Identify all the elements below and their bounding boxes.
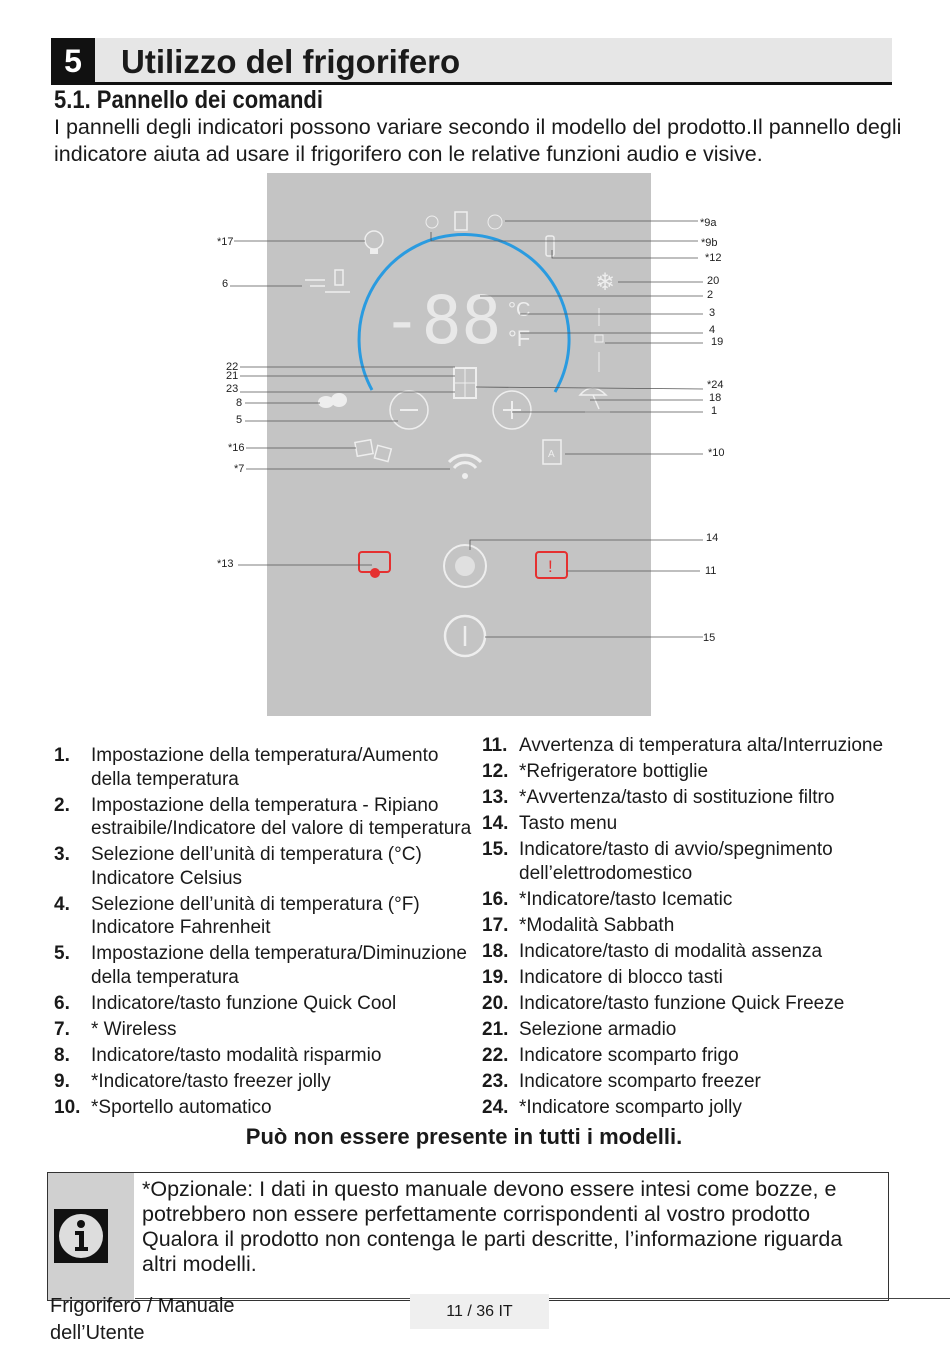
legend-item: [54, 1018, 479, 1042]
legend-item: [482, 838, 902, 885]
legend-text: Impostazione della temperatura/Aumento della temperatura: [91, 745, 439, 790]
callout-7: *7: [234, 463, 245, 475]
section-header: [51, 38, 892, 85]
legend-item: [482, 1070, 902, 1094]
legend-number: 24.: [482, 1096, 509, 1118]
legend-item: [54, 1044, 479, 1068]
callout-24: *24: [707, 379, 724, 391]
legend-text: * Wireless: [91, 1018, 177, 1040]
footer-doc-title: Frigorifero / Manuale dell’Utente: [50, 1295, 235, 1344]
callout-9a: *9a: [700, 217, 717, 229]
callout-16: *16: [228, 442, 245, 454]
legend-text: Indicatore scomparto frigo: [519, 1044, 739, 1066]
legend-item: [482, 992, 902, 1016]
legend-item: [482, 812, 902, 836]
legend-number: 8.: [54, 1044, 70, 1066]
legend-text: Selezione dell’unità di temperatura (°F) Indicatore Fahrenheit: [91, 893, 420, 938]
legend-item: [482, 940, 902, 964]
legend-text: Indicatore/tasto funzione Quick Cool: [91, 992, 397, 1014]
legend-text: Indicatore/tasto funzione Quick Freeze: [519, 992, 845, 1014]
callout-23: 23: [226, 383, 239, 395]
callout-4: 4: [709, 324, 716, 336]
legend-number: 18.: [482, 940, 509, 962]
legend-item: [482, 1044, 902, 1068]
callout-2: 2: [707, 289, 714, 301]
legend-number: 11.: [482, 735, 508, 756]
callout-12: *12: [705, 252, 722, 264]
callout-3: 3: [709, 307, 716, 319]
subsection-title: 5.1. Pannello dei comandi: [54, 86, 323, 114]
info-label: *Opzionale:: [142, 1177, 254, 1201]
legend-number: 12.: [482, 761, 509, 782]
control-panel-diagram: [200, 170, 750, 720]
models-note: Può non essere presente in tutti i modelli.: [245, 1124, 683, 1149]
legend-text: *Refrigeratore bottiglie: [519, 761, 709, 782]
legend-number: 22.: [482, 1044, 509, 1066]
legend-item: [482, 734, 902, 758]
callout-18: 18: [709, 392, 722, 404]
panel-background: [267, 173, 651, 716]
legend-number: 2.: [54, 794, 70, 816]
callout-17: *17: [217, 236, 234, 248]
callout-11: 11: [705, 565, 717, 577]
legend-number: 10.: [54, 1096, 81, 1118]
legend-text: *Indicatore scomparto jolly: [519, 1096, 742, 1118]
page-number: 11 / 36 IT: [410, 1294, 549, 1329]
legend-text: Indicatore scomparto freezer: [519, 1070, 761, 1092]
legend-right: [482, 734, 902, 1122]
legend-number: 17.: [482, 914, 509, 936]
legend-text: *Avvertenza/tasto di sostituzione filtro: [519, 787, 835, 808]
legend-item: [54, 744, 479, 791]
legend-text: *Sportello automatico: [91, 1096, 272, 1118]
legend-item: [54, 794, 479, 841]
legend-number: 16.: [482, 888, 509, 910]
legend-item: [482, 966, 902, 990]
legend-text: Selezione armadio: [519, 1018, 677, 1040]
legend-item: [54, 942, 479, 989]
legend-number: 14.: [482, 813, 509, 834]
callout-5: 5: [236, 414, 243, 426]
callout-10: *10: [708, 447, 725, 459]
legend-text: Indicatore di blocco tasti: [519, 966, 723, 988]
callout-15: 15: [703, 632, 716, 644]
legend-item: [54, 843, 479, 890]
callout-8: 8: [236, 397, 243, 409]
temperature-display: -88: [382, 282, 502, 359]
legend-number: 15.: [482, 839, 509, 860]
callout-9b: *9b: [701, 237, 718, 249]
legend-text: Avvertenza di temperatura alta/Interruzione: [519, 735, 884, 756]
svg-text:A: A: [548, 449, 555, 460]
callout-20: 20: [707, 275, 720, 287]
legend-number: 7.: [54, 1018, 70, 1040]
callout-13: *13: [217, 558, 234, 570]
legend-number: 20.: [482, 992, 509, 1014]
section-title: Utilizzo del frigorifero: [121, 43, 461, 80]
legend-item: [54, 1096, 479, 1120]
fahrenheit-indicator: °F: [508, 326, 531, 351]
callout-21: 21: [226, 370, 239, 382]
legend-text: Impostazione della temperatura/Diminuzione della temperatura: [91, 943, 467, 988]
legend-item: [482, 914, 902, 938]
legend-text: Tasto menu: [519, 813, 618, 834]
legend-text: *Indicatore/tasto Icematic: [519, 888, 733, 910]
legend-text: *Indicatore/tasto freezer jolly: [91, 1070, 331, 1092]
legend-number: 23.: [482, 1070, 509, 1092]
intro-paragraph: I pannelli degli indicatori possono variare secondo il modello del prodotto.Il pannello degli indicatore aiuta ad usare il frigorifero con le relative funzioni audio e visive.: [54, 115, 902, 166]
legend-number: 4.: [54, 893, 70, 915]
info-icon: [54, 1209, 108, 1263]
callout-14: 14: [706, 532, 719, 544]
section-number: 5: [51, 38, 95, 82]
legend-left: [54, 744, 479, 1122]
legend-number: 3.: [54, 844, 70, 865]
legend-text: Selezione dell’unità di temperatura (°C) Indicatore Celsius: [91, 844, 422, 889]
celsius-indicator: °C: [508, 299, 531, 321]
svg-text:!: !: [548, 557, 553, 576]
info-box: [47, 1172, 889, 1301]
legend-item: [482, 888, 902, 912]
quick-freeze-icon: ❄: [595, 269, 616, 296]
callout-19: 19: [711, 336, 724, 348]
callout-1: 1: [711, 405, 718, 417]
legend-number: 5.: [54, 943, 70, 964]
legend-text: *Modalità Sabbath: [519, 914, 675, 936]
legend-item: [54, 1070, 479, 1094]
legend-number: 6.: [54, 992, 70, 1014]
legend-number: 13.: [482, 787, 509, 808]
legend-item: [482, 1018, 902, 1042]
legend-text: Indicatore/tasto di avvio/spegnimento dell’elettrodomestico: [519, 839, 833, 884]
legend-item: [54, 992, 479, 1016]
legend-item: [482, 786, 902, 810]
legend-number: 21.: [482, 1018, 509, 1040]
callout-22: 22: [226, 361, 239, 373]
legend-text: Indicatore/tasto modalità risparmio: [91, 1044, 382, 1066]
legend-item: [54, 893, 479, 940]
legend-number: 9.: [54, 1070, 70, 1092]
legend-item: [482, 1096, 902, 1120]
legend-text: Impostazione della temperatura - Ripiano estraibile/Indicatore del valore di temperatura: [91, 794, 472, 839]
legend-number: 1.: [54, 745, 70, 766]
legend-item: [482, 760, 902, 784]
callout-6: 6: [222, 278, 229, 290]
info-text: I dati in questo manuale devono essere intesi come bozze, e potrebbero non essere perfettamente corrispondenti al vostro prodotto Qualora il prodotto non contenga le parti descritte, l’informazione riguarda altri modelli.: [142, 1177, 843, 1276]
legend-number: 19.: [482, 966, 509, 988]
legend-text: Indicatore/tasto di modalità assenza: [519, 940, 823, 962]
